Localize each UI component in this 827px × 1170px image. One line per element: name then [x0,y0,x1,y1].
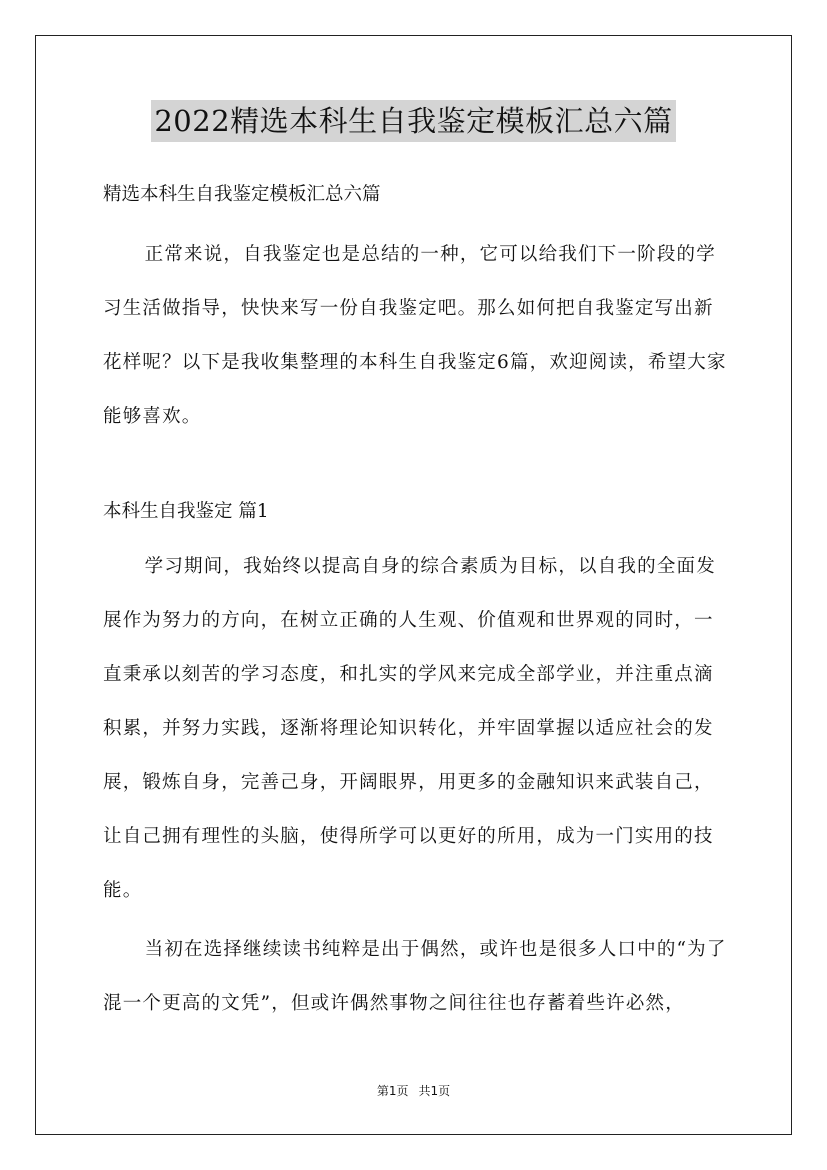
section-gap [103,444,728,494]
intro-paragraph: 正常来说，自我鉴定也是总结的一种，它可以给我们下一阶段的学习生活做指导，快快来写一份自我鉴定吧。那么如何把自我鉴定写出新花样呢？以下是我收集整理的本科生自我鉴定6篇，欢迎阅读，希望大家能够喜欢。 [103,244,727,427]
body-paragraph-2: 当初在选择继续读书纯粹是出于偶然，或许也是很多人口中的“为了混一个更高的文凭”，但或许偶然事物之间往往也存蓄着些许必然， [103,939,727,1014]
document-subtitle: 精选本科生自我鉴定模板汇总六篇 [103,184,381,205]
section-heading: 本科生自我鉴定 篇1 [103,501,269,522]
document-title: 2022精选本科生自我鉴定模板汇总六篇 [151,100,675,142]
title-container [0,100,827,142]
page-number-total: 共1页 [418,1084,451,1098]
body-paragraph-1: 学习期间，我始终以提高自身的综合素质为目标，以自我的全面发展作为努力的方向，在树立正确的人生观、价值观和世界观的同时，一直秉承以刻苦的学习态度，和扎实的学风来完成全部学业，并注重点滴积累，并努力实践，逐渐将理论知识转化，并牢固掌握以适应社会的发展，锻炼自身，完善己身，开阔眼界，用更多的金融知识来武装自己，让自己拥有理性的头脑，使得所学可以更好的所用，成为一门实用的技能。 [103,556,716,901]
document-body [103,177,728,1031]
page-footer [0,1082,827,1099]
page-number-current: 第1页 [376,1084,409,1098]
